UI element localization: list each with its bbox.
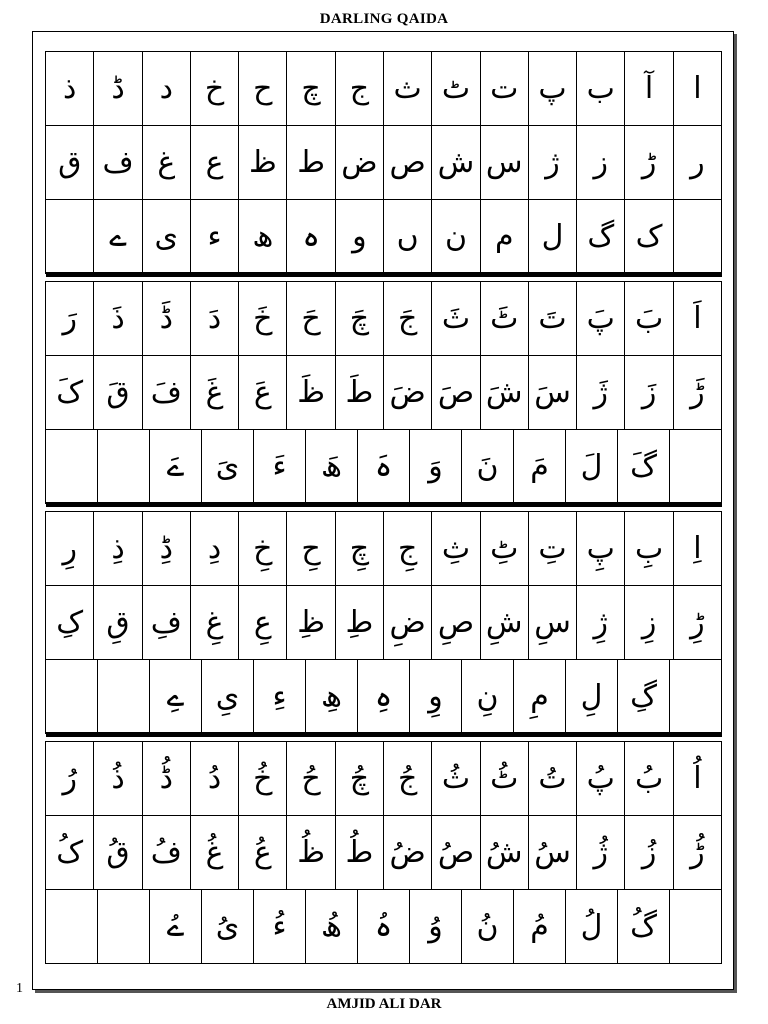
section-2	[46, 282, 722, 504]
letter-cell: اُ	[673, 741, 722, 816]
letter-cell: ع	[190, 125, 239, 200]
letter-cell: حَ	[286, 281, 335, 356]
letter-cell: ہ	[286, 199, 335, 274]
letter-cell: فَ	[142, 355, 191, 430]
letter-cell: ضَ	[383, 355, 432, 430]
letter-cell	[669, 659, 722, 734]
section-4	[46, 742, 722, 964]
letter-cell: نِ	[461, 659, 514, 734]
letter-cell: ل	[528, 199, 577, 274]
letter-cell: چِ	[335, 511, 384, 586]
letter-cell: عِ	[238, 585, 287, 660]
letter-cell	[45, 659, 98, 734]
table-row	[46, 660, 722, 734]
letter-cell: ڈ	[93, 51, 142, 126]
letter-cell: ہَ	[357, 429, 410, 504]
letter-cell: س	[480, 125, 529, 200]
letter-cell: ٹ	[431, 51, 480, 126]
letter-cell: ی	[142, 199, 191, 274]
table-row	[46, 512, 722, 586]
letter-cell: وِ	[409, 659, 462, 734]
letter-cell: وُ	[409, 889, 462, 964]
letter-cell: ےِ	[149, 659, 202, 734]
letter-cell: ڈُ	[142, 741, 191, 816]
letter-cell: ثَ	[431, 281, 480, 356]
letter-cell	[45, 429, 98, 504]
letter-cell: زَ	[624, 355, 673, 430]
letter-cell: دَ	[190, 281, 239, 356]
letter-cell: قُ	[93, 815, 142, 890]
letter-cell: ے	[93, 199, 142, 274]
letter-cell: زُ	[624, 815, 673, 890]
section-divider	[46, 732, 722, 737]
letter-cell	[669, 889, 722, 964]
letter-cell: ڈِ	[142, 511, 191, 586]
letter-cell: ک	[624, 199, 673, 274]
letter-cell: ذ	[45, 51, 94, 126]
letter-cell: خِ	[238, 511, 287, 586]
table-row	[46, 200, 722, 274]
letter-cell: ج	[335, 51, 384, 126]
letter-cell: یُ	[201, 889, 254, 964]
letter-cell: ثُ	[431, 741, 480, 816]
letter-cell: عَ	[238, 355, 287, 430]
page-title: DARLING QAIDA	[319, 11, 449, 27]
letter-cell: بُ	[624, 741, 673, 816]
letter-cell: رُ	[45, 741, 94, 816]
letter-cell: ضِ	[383, 585, 432, 660]
letter-cell: ذَ	[93, 281, 142, 356]
letter-cell: ھَ	[305, 429, 358, 504]
letter-cell: جِ	[383, 511, 432, 586]
letter-cell: جَ	[383, 281, 432, 356]
letter-cell: گ	[576, 199, 625, 274]
section-3	[46, 512, 722, 734]
letter-cell: یَ	[201, 429, 254, 504]
letter-cell: ھ	[238, 199, 287, 274]
section-divider	[46, 272, 722, 277]
letter-cell: ژُ	[576, 815, 625, 890]
letter-cell: ا	[673, 51, 722, 126]
letter-cell: پِ	[576, 511, 625, 586]
letter-cell: ق	[45, 125, 94, 200]
letter-cell: صُ	[431, 815, 480, 890]
letter-cell: ژِ	[576, 585, 625, 660]
letter-cell: ڑُ	[673, 815, 722, 890]
table-row	[46, 586, 722, 660]
letter-cell: خُ	[238, 741, 287, 816]
letter-cell: اَ	[673, 281, 722, 356]
letter-cell: ءَ	[253, 429, 306, 504]
letter-cell: لَ	[565, 429, 618, 504]
letter-cell: ح	[238, 51, 287, 126]
table-row	[46, 52, 722, 126]
table-row	[46, 816, 722, 890]
letter-cell: ث	[383, 51, 432, 126]
letter-cell: ٹَ	[480, 281, 529, 356]
letter-cell: فُ	[142, 815, 191, 890]
letter-cell: ظُ	[286, 815, 335, 890]
section-1	[46, 52, 722, 274]
letter-cell: مَ	[513, 429, 566, 504]
footer-author: AMJID ALI DAR	[326, 996, 442, 1012]
letter-cell: ڈَ	[142, 281, 191, 356]
letter-cell: ءِ	[253, 659, 306, 734]
letter-cell	[673, 199, 722, 274]
letter-cell: غُ	[190, 815, 239, 890]
letter-cell: قِ	[93, 585, 142, 660]
letter-cell: د	[142, 51, 191, 126]
letter-cell	[45, 889, 98, 964]
letter-cell: غ	[142, 125, 191, 200]
letter-cell: تِ	[528, 511, 577, 586]
letter-cell: ٹِ	[480, 511, 529, 586]
letter-cell: بِ	[624, 511, 673, 586]
letter-cell: ش	[431, 125, 480, 200]
letter-cell: مُ	[513, 889, 566, 964]
letter-cell: لِ	[565, 659, 618, 734]
letter-cell: ڑ	[624, 125, 673, 200]
letter-cell: نُ	[461, 889, 514, 964]
letter-cell: طَ	[335, 355, 384, 430]
letter-cell: یِ	[201, 659, 254, 734]
letter-cell	[97, 889, 150, 964]
letter-cell: و	[335, 199, 384, 274]
letter-cell: خَ	[238, 281, 287, 356]
letter-cell: ز	[576, 125, 625, 200]
letter-cell: صِ	[431, 585, 480, 660]
letter-cell: لُ	[565, 889, 618, 964]
letter-cell: گِ	[617, 659, 670, 734]
letter-cell: ھِ	[305, 659, 358, 734]
letter-cell: ض	[335, 125, 384, 200]
section-divider	[46, 502, 722, 507]
letter-cell: ذُ	[93, 741, 142, 816]
letter-cell: خ	[190, 51, 239, 126]
letter-cell: کُ	[45, 815, 94, 890]
letter-cell: اِ	[673, 511, 722, 586]
letter-cell: وَ	[409, 429, 462, 504]
letter-cell: فِ	[142, 585, 191, 660]
letter-cell: تَ	[528, 281, 577, 356]
letter-cell: گَ	[617, 429, 670, 504]
table-row	[46, 430, 722, 504]
letter-cell: ر	[673, 125, 722, 200]
letter-cell: ژَ	[576, 355, 625, 430]
letter-cell: تُ	[528, 741, 577, 816]
letter-cell: طِ	[335, 585, 384, 660]
table-row	[46, 742, 722, 816]
letter-cell: شِ	[480, 585, 529, 660]
letter-cell: چُ	[335, 741, 384, 816]
letter-cell: قَ	[93, 355, 142, 430]
letter-cell	[97, 429, 150, 504]
letter-cell: گُ	[617, 889, 670, 964]
letter-cell	[669, 429, 722, 504]
letter-cell: مِ	[513, 659, 566, 734]
letter-cell: رَ	[45, 281, 94, 356]
letter-cell: ف	[93, 125, 142, 200]
letter-cell: آ	[624, 51, 673, 126]
letter-cell: ےَ	[149, 429, 202, 504]
letter-cell: ں	[383, 199, 432, 274]
letter-cell: چَ	[335, 281, 384, 356]
letter-cell: ضُ	[383, 815, 432, 890]
letter-cell: سِ	[528, 585, 577, 660]
letter-cell: ط	[286, 125, 335, 200]
letter-cell: شُ	[480, 815, 529, 890]
table-row	[46, 356, 722, 430]
letter-cell: دِ	[190, 511, 239, 586]
letter-cell: شَ	[480, 355, 529, 430]
letter-cell: ب	[576, 51, 625, 126]
letter-cell: ظ	[238, 125, 287, 200]
letter-cell: چ	[286, 51, 335, 126]
page-number: 1	[16, 981, 23, 996]
letter-cell: پُ	[576, 741, 625, 816]
letter-cell: ص	[383, 125, 432, 200]
letter-cell: ن	[431, 199, 480, 274]
letter-cell: زِ	[624, 585, 673, 660]
letter-cell: طُ	[335, 815, 384, 890]
letter-cell: جُ	[383, 741, 432, 816]
letter-cell: پَ	[576, 281, 625, 356]
letter-cell: ذِ	[93, 511, 142, 586]
letter-cell: سُ	[528, 815, 577, 890]
letter-cell: رِ	[45, 511, 94, 586]
letter-cell: ء	[190, 199, 239, 274]
letter-cell	[97, 659, 150, 734]
letter-cell: پ	[528, 51, 577, 126]
letter-cell: م	[480, 199, 529, 274]
letter-cell: ڑِ	[673, 585, 722, 660]
letter-cell: ژ	[528, 125, 577, 200]
letter-cell: غِ	[190, 585, 239, 660]
table-row	[46, 282, 722, 356]
letter-cell: سَ	[528, 355, 577, 430]
letter-cell: حِ	[286, 511, 335, 586]
letter-cell: صَ	[431, 355, 480, 430]
letter-cell: ءُ	[253, 889, 306, 964]
letter-cell: حُ	[286, 741, 335, 816]
letter-cell: کِ	[45, 585, 94, 660]
letter-cell: ظِ	[286, 585, 335, 660]
letter-cell: ٹُ	[480, 741, 529, 816]
letter-cell	[45, 199, 94, 274]
letter-cell: عُ	[238, 815, 287, 890]
letter-cell: غَ	[190, 355, 239, 430]
table-row	[46, 126, 722, 200]
letter-cell: ہِ	[357, 659, 410, 734]
table-row	[46, 890, 722, 964]
letter-cell: نَ	[461, 429, 514, 504]
letter-cell: ھُ	[305, 889, 358, 964]
letter-cell: ڑَ	[673, 355, 722, 430]
letter-cell: ظَ	[286, 355, 335, 430]
letter-cell: ثِ	[431, 511, 480, 586]
letter-cell: کَ	[45, 355, 94, 430]
letter-cell: ہُ	[357, 889, 410, 964]
letter-cell: دُ	[190, 741, 239, 816]
letter-cell: بَ	[624, 281, 673, 356]
letter-cell: ےُ	[149, 889, 202, 964]
letter-cell: ت	[480, 51, 529, 126]
